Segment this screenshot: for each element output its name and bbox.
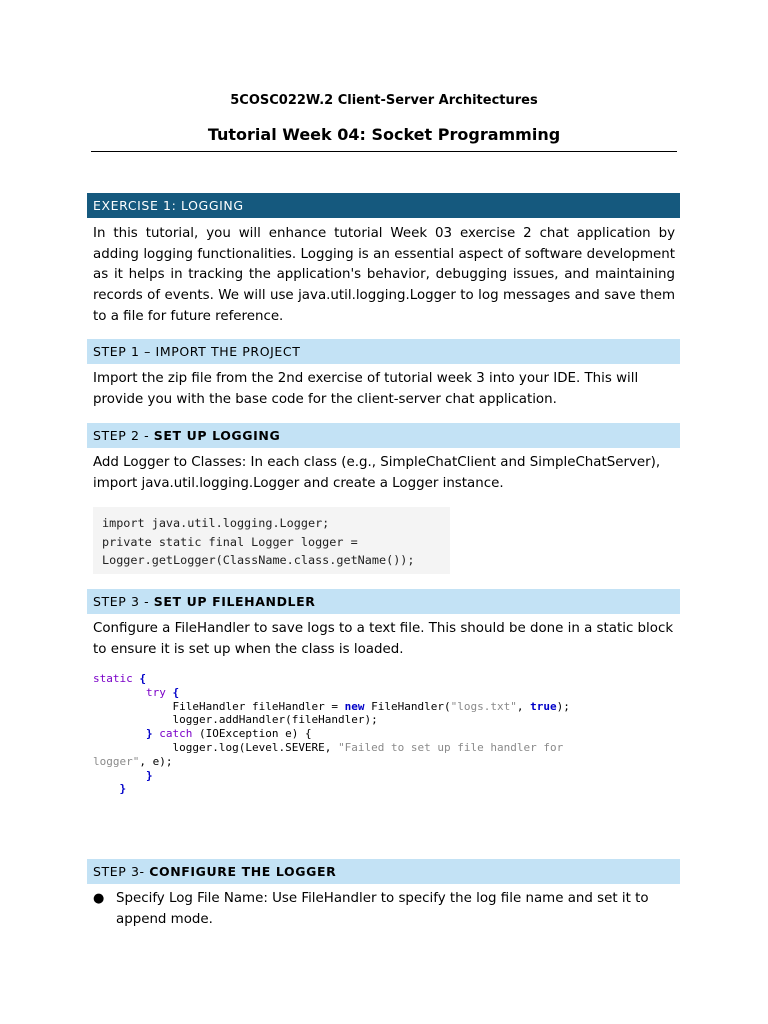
- exercise-1-heading: [87, 193, 680, 218]
- filehandler-code-snippet: [93, 672, 683, 796]
- code-line: }: [93, 768, 153, 782]
- bullet-icon: ●: [93, 891, 105, 906]
- code-text: (IOException e) {: [192, 727, 312, 741]
- exercise-1-intro: In this tutorial, you will enhance tutorial Week 03 exercise 2 chat application by adding logging functionalities. Logging is an essential aspect of software development as it helps in tracking the application's behavior, debugging issues, and maintaining records of events. We will use java.util.logging.Logger to log messages and save them to a file for future reference.: [93, 226, 675, 324]
- code-keyword: try: [145, 685, 166, 699]
- exercise-1-heading-text: EXERCISE 1: LOGGING: [93, 198, 244, 213]
- code-line: }: [93, 782, 127, 796]
- code-line: [93, 741, 683, 755]
- course-title: 5COSC022W.2 Client-Server Architectures: [230, 93, 538, 108]
- step-1-heading-text: STEP 1 – IMPORT THE PROJECT: [93, 344, 301, 359]
- code-text: logger.log(Level.SEVERE,: [172, 740, 339, 754]
- step-3b-heading-title: CONFIGURE THE LOGGER: [149, 864, 337, 879]
- code-line: static {: [93, 672, 146, 685]
- code-keyword: static: [93, 672, 133, 685]
- code-line: [93, 755, 683, 769]
- code-line: [93, 713, 683, 727]
- code-keyword: catch: [159, 727, 193, 741]
- step-2-text: Add Logger to Classes: In each class (e.g., SimpleChatClient and SimpleChatServer), import java.util.logging.Logger and create a Logger instance.: [93, 455, 661, 491]
- code-text: , e);: [139, 754, 173, 768]
- code-string: logger": [93, 754, 140, 768]
- code-text: FileHandler(: [364, 699, 451, 713]
- code-line: try {: [145, 685, 180, 699]
- list-item-text: Specify Log File Name: Use FileHandler to specify the log file name and set it to append mode.: [116, 891, 649, 927]
- step-2-heading-title: SET UP LOGGING: [153, 428, 281, 443]
- code-line: private static final Logger logger =: [102, 534, 358, 549]
- code-keyword: new: [344, 699, 365, 713]
- code-line: FileHandler fileHandler = new FileHandler("logs.txt", true);: [172, 699, 570, 713]
- code-line: import java.util.logging.Logger;: [102, 516, 330, 530]
- step-3-heading-title: SET UP FILEHANDLER: [153, 594, 316, 609]
- logger-code-snippet: [93, 507, 450, 574]
- step-3-heading-prefix: STEP 3 -: [93, 594, 154, 609]
- step-2-heading-prefix: STEP 2 -: [93, 428, 154, 443]
- step-2-heading: [87, 423, 680, 448]
- step-1-text: Import the zip file from the 2nd exercise of tutorial week 3 into your IDE. This will provide you with the base code for the client-server chat application.: [93, 371, 639, 407]
- page-title: Tutorial Week 04: Socket Programming: [207, 125, 561, 144]
- code-string: "Failed to set up file handler for: [338, 740, 564, 754]
- code-line: Logger.getLogger(ClassName.class.getName());: [102, 553, 415, 567]
- code-keyword: true: [530, 699, 557, 713]
- code-line: } catch (IOException e) {: [145, 727, 312, 741]
- step-1-heading: [87, 339, 680, 364]
- code-string: "logs.txt": [450, 699, 517, 713]
- step-3-text: Configure a FileHandler to save logs to a text file. This should be done in a static block to ensure it is set up when the class is loaded.: [93, 621, 674, 657]
- step-3b-heading-prefix: STEP 3-: [93, 864, 150, 879]
- title-divider: [91, 151, 677, 152]
- step-3-heading: [87, 589, 680, 614]
- code-text: FileHandler fileHandler =: [172, 699, 345, 713]
- code-text: logger.addHandler(fileHandler);: [172, 713, 378, 727]
- step-3b-heading: [87, 859, 680, 884]
